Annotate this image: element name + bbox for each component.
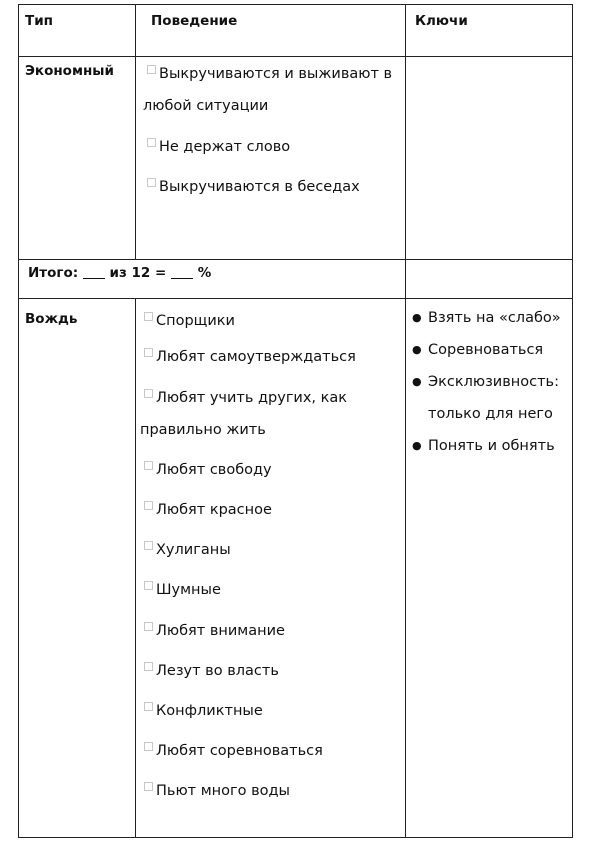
checkbox[interactable] bbox=[144, 622, 153, 631]
header-behavior: Поведение bbox=[151, 13, 238, 29]
bullet-icon: ● bbox=[412, 439, 422, 452]
list-item: Любят самоутверждаться bbox=[138, 341, 396, 373]
list-item: Любят внимание bbox=[138, 615, 396, 647]
list-item: правильно жить bbox=[140, 422, 266, 438]
checkbox[interactable] bbox=[147, 65, 156, 74]
list-item: любой ситуации bbox=[143, 98, 269, 114]
list-item: Выкручиваются и выживают в bbox=[141, 58, 399, 90]
list-item: Лезут во власть bbox=[138, 655, 396, 687]
checkbox[interactable] bbox=[144, 541, 153, 550]
checkbox[interactable] bbox=[144, 702, 153, 711]
blank-field[interactable] bbox=[83, 266, 105, 279]
list-item: Любят учить других, как bbox=[138, 382, 396, 414]
type-leader: Вождь bbox=[25, 311, 78, 327]
checkbox[interactable] bbox=[144, 662, 153, 671]
row-divider-total bbox=[18, 298, 573, 299]
table-border-left bbox=[18, 4, 19, 838]
col-divider-2 bbox=[405, 4, 406, 838]
bullet-icon: ● bbox=[412, 311, 422, 324]
list-item: Любят свободу bbox=[138, 454, 396, 486]
list-item: Пьют много воды bbox=[138, 775, 396, 807]
table-border-top bbox=[18, 4, 573, 5]
list-item: Спорщики bbox=[138, 305, 396, 337]
list-item: Хулиганы bbox=[138, 534, 396, 566]
list-item: Конфликтные bbox=[138, 695, 396, 727]
list-item: Любят соревноваться bbox=[138, 735, 396, 767]
total-line: Итого: из 12 = % bbox=[28, 265, 212, 281]
row-divider-econom bbox=[18, 259, 573, 260]
header-type: Тип bbox=[25, 13, 53, 29]
checkbox[interactable] bbox=[144, 348, 153, 357]
checkbox[interactable] bbox=[147, 138, 156, 147]
header-keys: Ключи bbox=[415, 13, 468, 29]
checkbox[interactable] bbox=[144, 581, 153, 590]
checkbox[interactable] bbox=[144, 782, 153, 791]
col-divider-1-top bbox=[135, 4, 136, 260]
checkbox[interactable] bbox=[144, 389, 153, 398]
col-divider-1-bottom bbox=[135, 298, 136, 838]
checkbox[interactable] bbox=[144, 461, 153, 470]
checkbox[interactable] bbox=[144, 312, 153, 321]
table-border-right bbox=[572, 4, 573, 838]
bullet-icon: ● bbox=[412, 343, 422, 356]
row-divider-header bbox=[18, 56, 573, 57]
checkbox[interactable] bbox=[144, 742, 153, 751]
checkbox[interactable] bbox=[147, 178, 156, 187]
list-item: Выкручиваются в беседах bbox=[141, 171, 399, 203]
list-item: Не держат слово bbox=[141, 131, 399, 163]
bullet-icon: ● bbox=[412, 375, 422, 388]
list-item: Шумные bbox=[138, 574, 396, 606]
blank-field[interactable] bbox=[171, 266, 193, 279]
table-border-bottom bbox=[18, 837, 573, 838]
type-econom: Экономный bbox=[25, 63, 114, 79]
list-item: Любят красное bbox=[138, 494, 396, 526]
checkbox[interactable] bbox=[144, 501, 153, 510]
